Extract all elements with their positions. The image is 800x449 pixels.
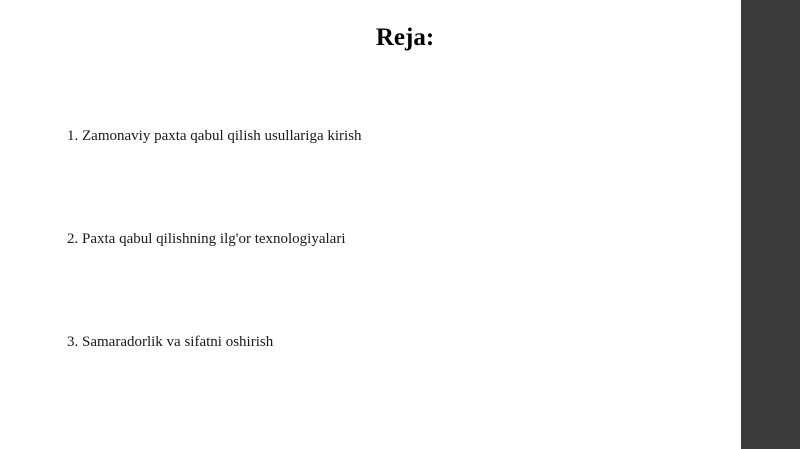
side-panel bbox=[741, 0, 800, 449]
slide-title: Reja: bbox=[375, 24, 435, 51]
plan-item-2: 2. Paxta qabul qilishning ilg'or texnologiyalari bbox=[67, 231, 346, 247]
plan-item-1: 1. Zamonaviy paxta qabul qilish usullariga kirish bbox=[67, 128, 362, 144]
plan-item-3: 3. Samaradorlik va sifatni oshirish bbox=[67, 334, 274, 350]
